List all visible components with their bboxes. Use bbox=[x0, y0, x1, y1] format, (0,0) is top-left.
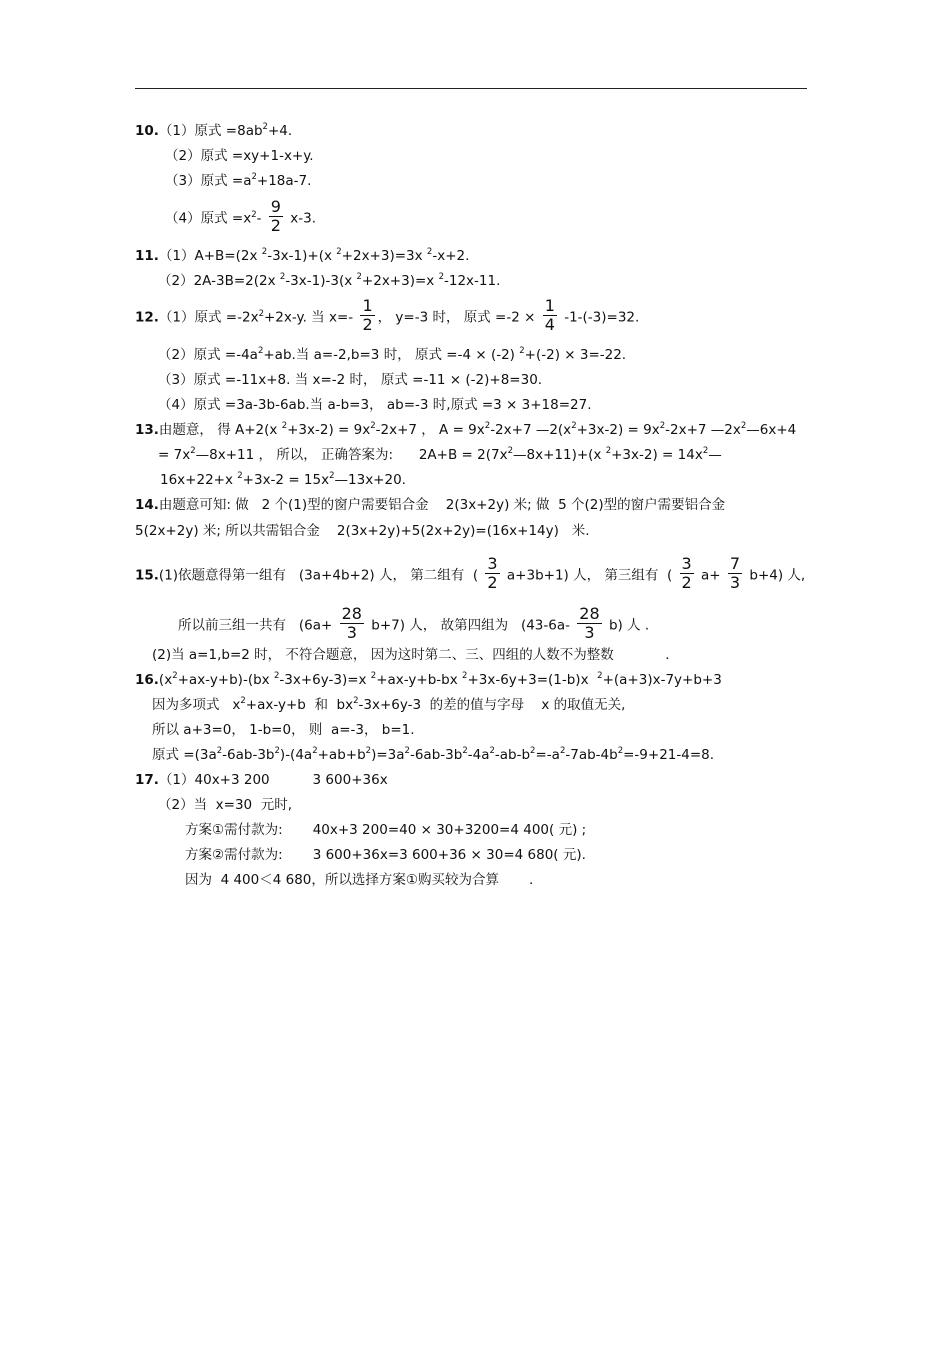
fraction-28-3-a: $\frac{28}{3}$ bbox=[341, 604, 362, 642]
header-rule bbox=[135, 88, 807, 89]
answer-17-4: 方案②需付款为: 3 600+36x=3 600+36 × 30=4 680( 元). bbox=[185, 847, 586, 863]
answer-16-1: $16.(x^2+ax-y+b)-(bx$ $^2$-3x+6y-3)=x $^2$+ax-y+b-bx $^2$+3x-6y+3=(1-b)x $^2$+(a+3)x-7y+b+3 bbox=[135, 671, 722, 688]
fraction-1-4: $\frac{1}{4}$ bbox=[544, 296, 555, 334]
answer-15-3: (2)当 a=1,b=2 时， 不符合题意， 因为这时第二、三、四组的人数不为整数 . bbox=[152, 647, 670, 663]
answer-10-3: （3）原式 $=a^2+18a-7$. bbox=[165, 172, 312, 189]
answer-14-2: 5(2x+2y) 米; 所以共需铝合金 2(3x+2y)+5(2x+2y)=(16x+14y) 米. bbox=[135, 523, 590, 539]
answer-13-2: = $7x^2—8x+11$ ， 所以， 正确答案为: $2A+B = 2(7x^2—8x+11)+(x$ $^2+3x-2) = 14x^2—$ bbox=[158, 446, 722, 463]
answer-12-1: 12.（1）原式 $=-2x^2+2x-y$. 当 x=- $\frac{1}{2}$ ， y=-3 时， 原式 =-2 × $\frac{1}{4}$ -1-(-3)=32. bbox=[135, 296, 640, 334]
answer-17-3: 方案①需付款为: 40x+3 200=40 × 30+3200=4 400( 元) ; bbox=[185, 822, 587, 838]
answer-14-1: 14.由题意可知: 做 2 个(1)型的窗户需要铝合金 2(3x+2y) 米; 做 5 个(2)型的窗户需要铝合金 bbox=[135, 497, 726, 513]
answer-12-4: （4）原式 =3a-3b-6ab.当 a-b=3， ab=-3 时,原式 =3 × 3+18=27. bbox=[158, 397, 592, 413]
answer-12-2: （2）原式 $=-4a^2+ab$.当 a=-2,b=3 时， 原式 =-4 × (-2) $^2$+(-2) × 3=-22. bbox=[158, 346, 627, 363]
answer-16-3: 所以 a+3=0， 1-b=0， 则 a=-3， b=1. bbox=[152, 722, 415, 738]
answer-13-3: 16x+22+x $^2+3x-2 = 15x^2—13x+20$. bbox=[160, 471, 406, 488]
answer-12-3: （3）原式 =-11x+8. 当 x=-2 时， 原式 =-11 × (-2)+8=30. bbox=[158, 372, 543, 388]
answer-17-2: （2）当 x=30 元时, bbox=[158, 797, 293, 813]
fraction-7-3: $\frac{7}{3}$ bbox=[729, 554, 741, 592]
answer-17-5: 因为 4 400＜4 680，所以选择方案①购买较为合算 . bbox=[185, 872, 534, 888]
fraction-3-2-b: $\frac{3}{2}$ bbox=[681, 554, 692, 592]
fraction-28-3-b: $\frac{28}{3}$ bbox=[579, 604, 600, 642]
answer-10-1: 10.（1）原式 $=8ab^2+4$. bbox=[135, 122, 293, 139]
answer-13-1: 13.由题意， 得 A+2(x $^2+3x-2) = 9x^2-2x+7$ ， $A = 9x^2-2x+7$ $—2(x^2+3x-2) = 9x^2-2x+7$ $—2x^2—6x+4$ bbox=[135, 421, 797, 438]
fraction-9-2: $\frac{9}{2}$ bbox=[270, 197, 281, 235]
answer-11-1: 11.（1）A+B=(2x $^2$-3x-1)+(x $^2$+2x+3)=3x $^2$-x+2. bbox=[135, 247, 470, 264]
answer-10-2: （2）原式 =xy+1-x+y. bbox=[165, 148, 314, 164]
answer-16-2: 因为多项式 $x^2+ax-y+b$ 和 $bx^2-3x+6y-3$ 的差的值与字母 x 的取值无关, bbox=[152, 696, 626, 713]
answer-15-2: 所以前三组一共有 (6a+ $\frac{28}{3}$ b+7) 人， 故第四组为 (43-6a- $\frac{28}{3}$ b) 人 . bbox=[178, 604, 650, 642]
answer-10-4: （4）原式 $=x^2-$ $\frac{9}{2}$ x-3. bbox=[165, 197, 317, 235]
answer-17-1: 17.（1）40x+3 200 3 600+36x bbox=[135, 772, 388, 788]
answer-16-4: 原式 $=(3a^2-6ab-3b^2)-(4a^2+ab+b^2)=3a^2-6ab-3b^2-4a^2-ab-b^2=-a^2-7ab-4b^2=-9+21-4=8$. bbox=[152, 746, 715, 763]
fraction-3-2-a: $\frac{3}{2}$ bbox=[487, 554, 498, 592]
fraction-1-2: $\frac{1}{2}$ bbox=[362, 296, 373, 334]
answer-15-1: 15.(1)依题意得第一组有 (3a+4b+2) 人， 第二组有 ( $\frac{3}{2}$ a+3b+1) 人， 第三组有 ( $\frac{3}{2}$ a+ $\frac{7}{3}$ b+4) 人, bbox=[135, 554, 806, 592]
answer-11-2: （2）2A-3B=2(2x $^2$-3x-1)-3(x $^2$+2x+3)=x $^2$-12x-11. bbox=[158, 272, 501, 289]
